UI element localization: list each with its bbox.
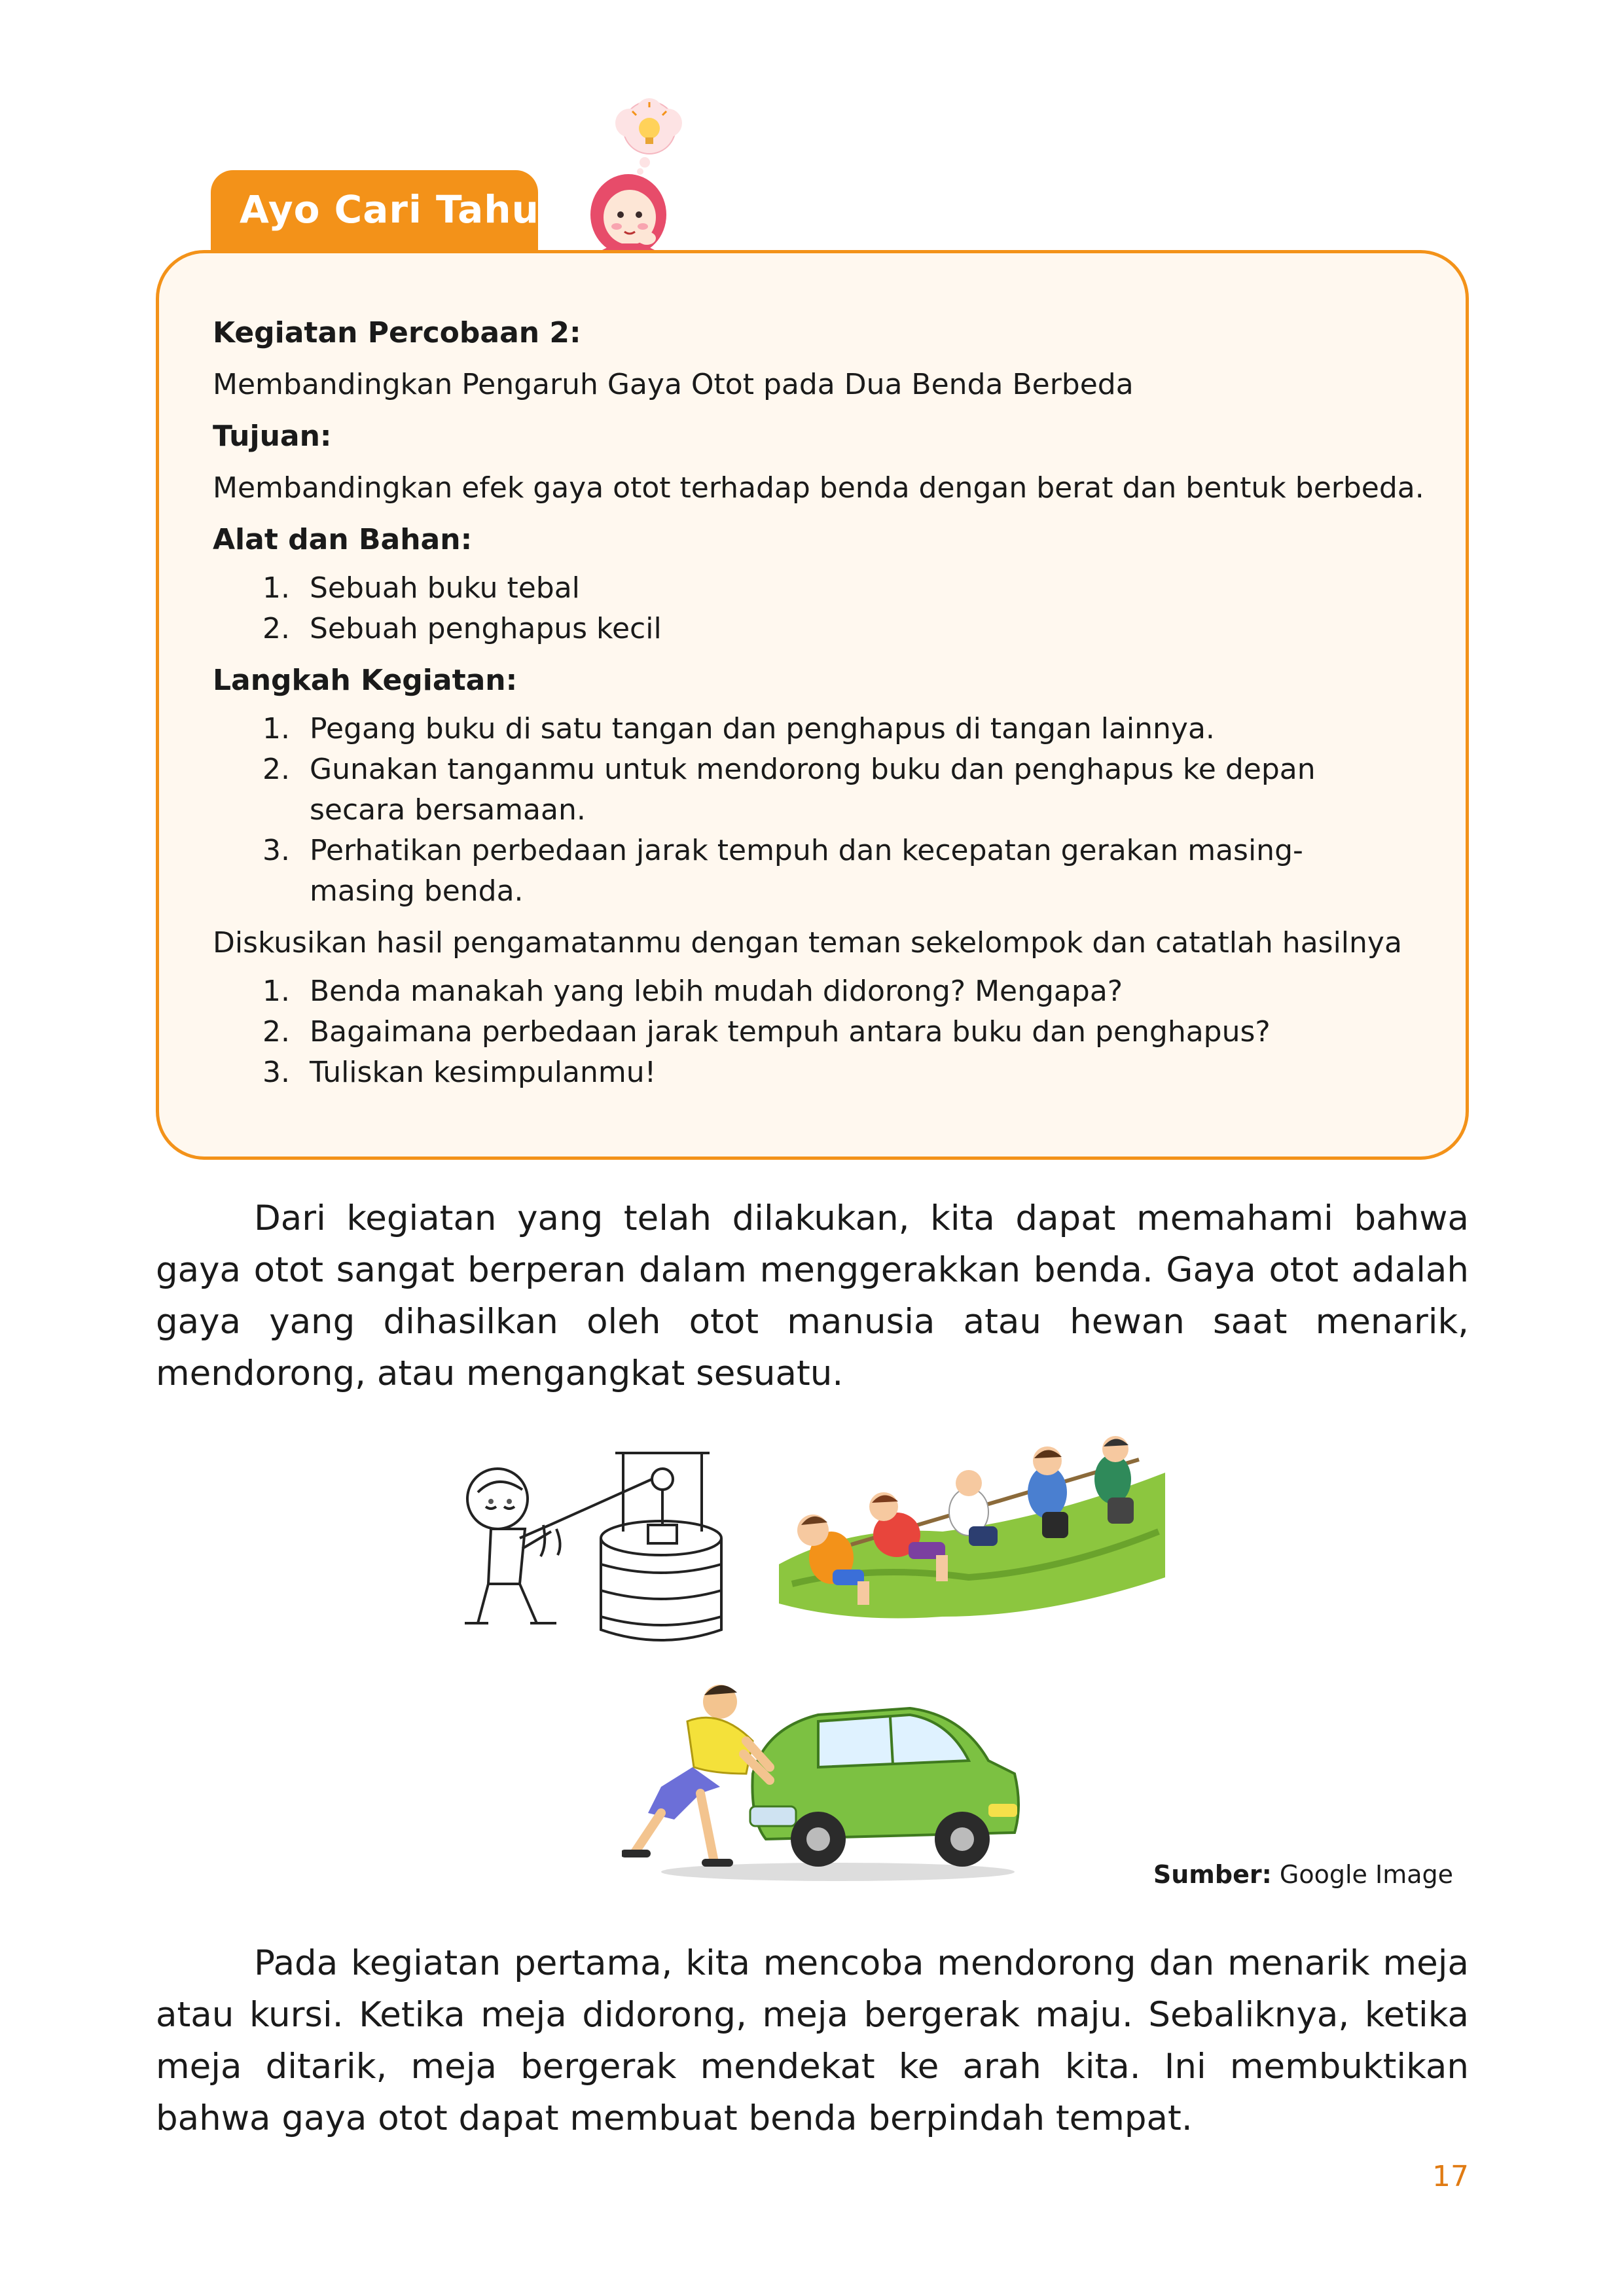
section-tab <box>211 170 558 255</box>
boy-pulling-well-illustration <box>452 1427 759 1656</box>
activity-heading: Kegiatan Percobaan 2: <box>213 316 581 350</box>
tools-heading: Alat dan Bahan: <box>213 523 473 556</box>
list-item: 1. Sebuah buku tebal <box>262 571 580 605</box>
discussion-intro: Diskusikan hasil pengamatanmu dengan teman sekelompok dan catatlah hasilnya <box>213 926 1402 960</box>
page-number: 17 <box>1432 2160 1469 2193</box>
list-item: 1. Pegang buku di satu tangan dan penghapus di tangan lainnya. <box>262 712 1215 745</box>
list-item: 1. Benda manakah yang lebih mudah didorong? Mengapa? <box>262 975 1123 1008</box>
section-tab-title: Ayo Cari Tahu! <box>240 187 558 232</box>
thinking-girl-mascot-icon <box>576 98 700 255</box>
activity-title: Membandingkan Pengaruh Gaya Otot pada Dua Benda Berbeda <box>213 368 1134 401</box>
steps-heading: Langkah Kegiatan: <box>213 664 518 697</box>
image-source: Sumber: Google Image <box>1153 1860 1453 1889</box>
body-paragraph: Pada kegiatan pertama, kita mencoba mendorong dan menarik meja atau kursi. Ketika meja didorong, meja bergerak maju. Sebaliknya, ketika meja ditarik, meja bergerak mendekat ke arah kita. Ini membuktikan bahwa gaya otot dapat membuat benda berpindah tempat. <box>156 1943 1469 2138</box>
goal-heading: Tujuan: <box>213 420 332 453</box>
activity-content <box>213 307 1424 1098</box>
list-item: 2. Sebuah penghapus kecil <box>262 612 662 645</box>
tools-list <box>213 568 1404 649</box>
steps-list <box>213 709 1404 912</box>
questions-list <box>213 971 1404 1093</box>
goal-text: Membandingkan efek gaya otot terhadap benda dengan berat dan bentuk berbeda. <box>213 471 1424 505</box>
tug-of-war-illustration <box>772 1420 1165 1636</box>
list-item: 2. Bagaimana perbedaan jarak tempuh antara buku dan penghapus? <box>262 1015 1271 1049</box>
list-item: 2. Gunakan tanganmu untuk mendorong buku dan penghapus ke depan secara bersamaan. <box>262 753 1316 827</box>
activity-box <box>156 250 1469 1160</box>
list-item: 3. Tuliskan kesimpulanmu! <box>262 1056 657 1089</box>
list-item: 3. Perhatikan perbedaan jarak tempuh dan kecepatan gerakan masing-masing benda. <box>262 834 1303 908</box>
man-pushing-car-illustration <box>622 1676 1028 1885</box>
body-paragraph: Dari kegiatan yang telah dilakukan, kita dapat memahami bahwa gaya otot sangat berperan dalam menggerakkan benda. Gaya otot adalah gaya yang dihasilkan oleh otot manusia atau hewan saat menarik, mendorong, atau mengangkat sesuatu. <box>156 1198 1469 1393</box>
